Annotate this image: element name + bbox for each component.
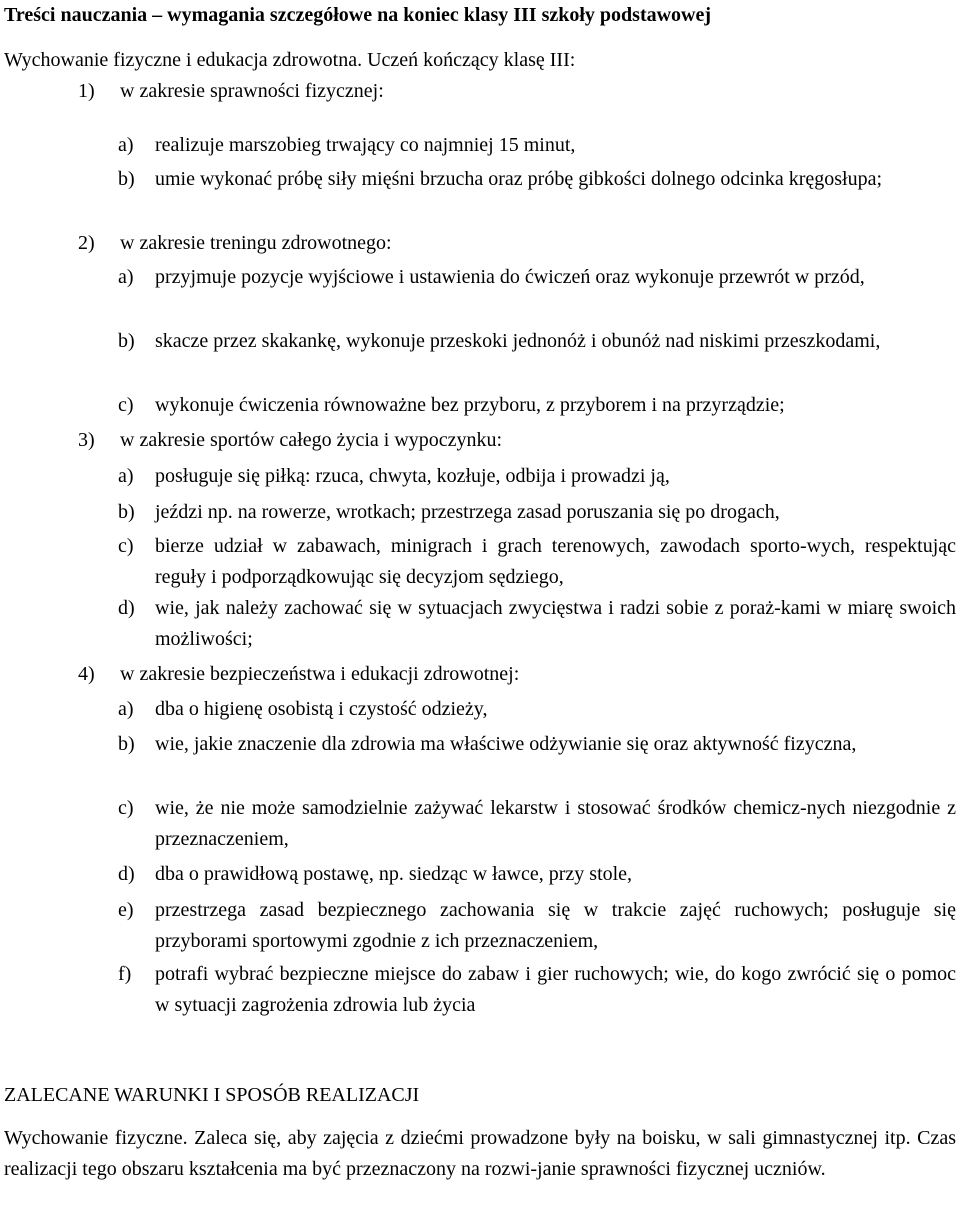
item-text: wykonuje ćwiczenia równoważne bez przyboru, z przyborem i na przyrządzie; bbox=[155, 394, 785, 416]
section-2 bbox=[78, 228, 958, 259]
item-number: c) bbox=[118, 394, 134, 416]
item-text: realizuje marszobieg trwający co najmniej 15 minut, bbox=[155, 134, 576, 156]
item-number: a) bbox=[118, 465, 134, 487]
list-item bbox=[118, 593, 956, 654]
item-number: a) bbox=[118, 266, 134, 288]
item-number: b) bbox=[118, 168, 135, 190]
item-text: skacze przez skakankę, wykonuje przeskoki jednonóż i obunóż nad niskimi przeszkodami, bbox=[155, 330, 881, 352]
list-item bbox=[118, 793, 956, 854]
item-number: c) bbox=[118, 535, 134, 557]
section-number: 3) bbox=[78, 429, 95, 451]
item-text: jeździ np. na rowerze, wrotkach; przestrzega zasad poruszania się po drogach, bbox=[155, 501, 780, 523]
item-number: d) bbox=[118, 863, 135, 885]
list-item bbox=[118, 895, 956, 956]
section-label: w zakresie sprawności fizycznej: bbox=[120, 80, 384, 102]
document-title: Treści nauczania – wymagania szczegółowe na koniec klasy III szkoły podstawowej bbox=[4, 4, 712, 26]
section-number: 4) bbox=[78, 663, 95, 685]
list-item bbox=[118, 859, 956, 890]
realization-paragraph: Wychowanie fizyczne. Zaleca się, aby zajęcia z dziećmi prowadzone były na boisku, w sali gimnastycznej itp. Czas realizacji tego obszaru kształcenia ma być przeznaczony na rozwi-janie sprawności fizycznej uczniów. bbox=[4, 1127, 956, 1180]
list-item bbox=[118, 390, 956, 421]
section-label: w zakresie bezpieczeństwa i edukacji zdrowotnej: bbox=[120, 663, 520, 685]
item-number: b) bbox=[118, 733, 135, 755]
item-number: d) bbox=[118, 597, 135, 619]
list-item bbox=[118, 262, 956, 293]
list-item bbox=[118, 326, 956, 357]
item-text: wie, że nie może samodzielnie zażywać lekarstw i stosować środków chemicz-nych niezgodnie z przeznaczeniem, bbox=[155, 797, 956, 850]
item-number: b) bbox=[118, 501, 135, 523]
section-number: 1) bbox=[78, 80, 95, 102]
item-text: bierze udział w zabawach, minigrach i grach terenowych, zawodach sporto-wych, respektując reguły i podporządkowując się decyzjom sędziego, bbox=[155, 535, 956, 588]
list-item bbox=[118, 164, 956, 195]
list-item bbox=[118, 959, 956, 1020]
item-text: wie, jakie znaczenie dla zdrowia ma właściwe odżywianie się oraz aktywność fizyczna, bbox=[155, 733, 857, 755]
item-text: wie, jak należy zachować się w sytuacjach zwycięstwa i radzi sobie z poraż-kami w miarę swoich możliwości; bbox=[155, 597, 956, 650]
item-text: przestrzega zasad bezpiecznego zachowania się w trakcie zajęć ruchowych; posługuje się przyborami sportowymi zgodnie z ich przeznaczeniem, bbox=[155, 899, 956, 952]
item-number: e) bbox=[118, 899, 134, 921]
realization-heading: ZALECANE WARUNKI I SPOSÓB REALIZACJI bbox=[4, 1084, 420, 1106]
list-item bbox=[118, 130, 956, 161]
section-number: 2) bbox=[78, 232, 95, 254]
item-number: c) bbox=[118, 797, 134, 819]
section-label: w zakresie sportów całego życia i wypoczynku: bbox=[120, 429, 503, 451]
item-number: a) bbox=[118, 698, 134, 720]
list-item bbox=[118, 694, 956, 725]
item-text: dba o higienę osobistą i czystość odzieży, bbox=[155, 698, 488, 720]
list-item bbox=[118, 729, 956, 760]
list-item bbox=[118, 531, 956, 592]
section-1 bbox=[78, 76, 958, 107]
item-number: a) bbox=[118, 134, 134, 156]
item-text: dba o prawidłową postawę, np. siedząc w ławce, przy stole, bbox=[155, 863, 633, 885]
section-label: w zakresie treningu zdrowotnego: bbox=[120, 232, 392, 254]
section-4 bbox=[78, 659, 958, 690]
item-text: posługuje się piłką: rzuca, chwyta, kozłuje, odbija i prowadzi ją, bbox=[155, 465, 670, 487]
item-text: potrafi wybrać bezpieczne miejsce do zabaw i gier ruchowych; wie, do kogo zwrócić się o pomoc w sytuacji zagrożenia zdrowia lub życia bbox=[155, 963, 956, 1016]
list-item bbox=[118, 497, 956, 528]
item-text: przyjmuje pozycje wyjściowe i ustawienia do ćwiczeń oraz wykonuje przewrót w przód, bbox=[155, 266, 865, 288]
item-text: umie wykonać próbę siły mięśni brzucha oraz próbę gibkości dolnego odcinka kręgosłupa; bbox=[155, 168, 883, 190]
intro-text: Wychowanie fizyczne i edukacja zdrowotna. Uczeń kończący klasę III: bbox=[4, 49, 576, 71]
list-item bbox=[118, 461, 956, 492]
section-3 bbox=[78, 425, 958, 456]
item-number: f) bbox=[118, 963, 132, 985]
item-number: b) bbox=[118, 330, 135, 352]
